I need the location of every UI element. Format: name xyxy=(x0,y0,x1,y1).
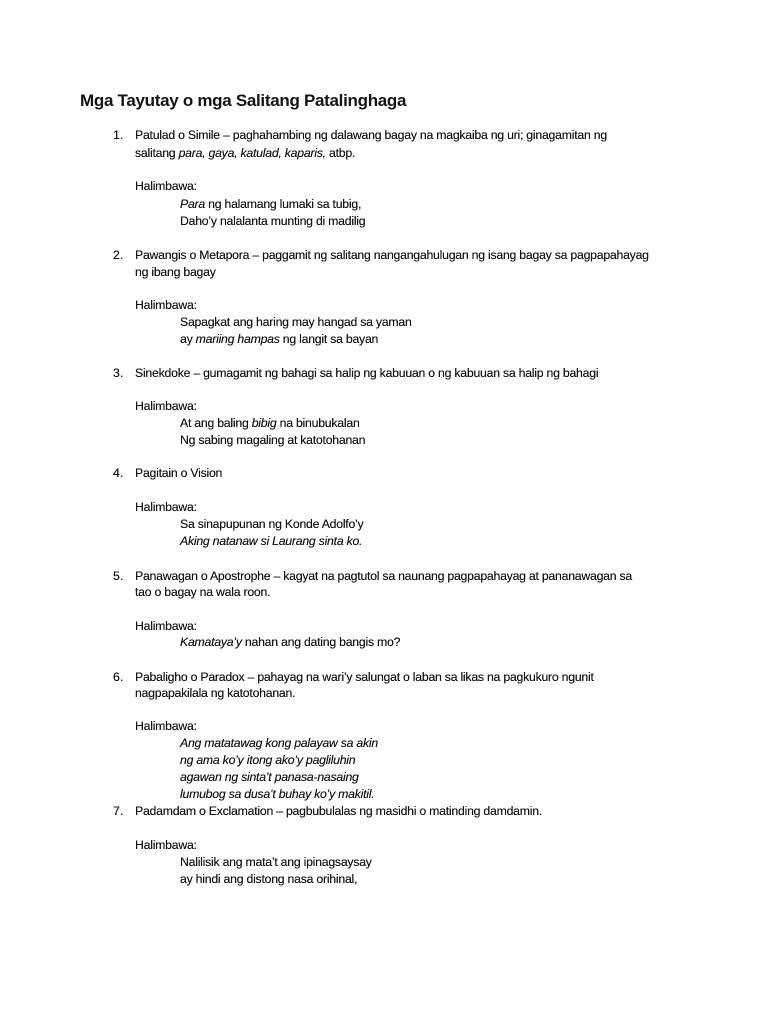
text-line xyxy=(180,533,362,549)
example-label: Halimbawa: xyxy=(135,179,197,193)
example-label: Halimbawa: xyxy=(135,838,197,852)
italic-text: Para xyxy=(180,197,205,211)
example-label: Halimbawa: xyxy=(135,399,197,413)
example-label: Halimbawa: xyxy=(135,719,197,733)
text-segment: ng halamang lumaki sa tubig, xyxy=(204,197,362,211)
text-line xyxy=(180,854,372,870)
text-segment: Patulad o Simile – paghahambing ng dalawang bagay na magkaiba ng uri; ginagamitan ng xyxy=(135,128,607,142)
text-line xyxy=(180,786,374,802)
italic-text: mariing hampas xyxy=(195,332,280,346)
item-number: 4. xyxy=(113,466,124,480)
text-line xyxy=(135,465,222,481)
italic-text: bibig xyxy=(251,416,277,430)
italic-text: ng ama ko’y itong ako’y pagliluhin xyxy=(180,753,356,767)
text-segment: na binubukalan xyxy=(276,416,360,430)
text-line xyxy=(135,584,270,600)
text-line xyxy=(180,314,412,330)
text-segment: Padamdam o Exclamation – pagbubulalas ng masidhi o matinding damdamin. xyxy=(135,804,542,818)
text-line xyxy=(135,264,216,280)
text-line xyxy=(180,415,360,431)
text-segment: Sinekdoke – gumagamit ng bahagi sa halip ng kabuuan o ng kabuuan sa halip ng bahagi xyxy=(135,366,599,380)
text-segment: salitang xyxy=(135,146,179,160)
italic-text: para, gaya, katulad, kaparis, xyxy=(178,146,326,160)
text-segment: Panawagan o Apostrophe – kagyat na pagtutol sa naunang pagpapahayag at pananawagan sa xyxy=(135,569,633,583)
item-number: 5. xyxy=(113,569,124,583)
text-line xyxy=(135,669,594,685)
text-segment: Sapagkat ang haring may hangad sa yaman xyxy=(180,315,412,329)
text-segment: ng ibang bagay xyxy=(135,265,216,279)
italic-text: Kamataya’y xyxy=(180,635,242,649)
text-segment: Pagitain o Vision xyxy=(135,466,223,480)
text-line xyxy=(180,196,361,212)
text-line xyxy=(180,735,378,751)
italic-text: Aking natanaw si Laurang sinta ko. xyxy=(180,534,363,548)
text-segment: Pawangis o Metapora – paggamit ng salitang nangangahulugan ng isang bagay sa pagpapahayag xyxy=(135,248,649,262)
text-segment: nagpapakilala ng katotohanan. xyxy=(135,686,296,700)
text-segment: tao o bagay na wala roon. xyxy=(135,585,271,599)
text-line xyxy=(180,752,355,768)
item-number: 7. xyxy=(113,804,124,818)
text-segment: ng langit sa bayan xyxy=(279,332,379,346)
text-line xyxy=(135,145,355,161)
text-line xyxy=(135,568,632,584)
text-line xyxy=(135,685,295,701)
text-line xyxy=(180,213,365,229)
italic-text: Ang matatawag kong palayaw sa akin xyxy=(180,736,378,750)
italic-text: lumubog sa dusa’t buhay ko’y makitil. xyxy=(180,787,375,801)
text-segment: ay hindi ang distong nasa orihinal, xyxy=(180,872,358,886)
text-line xyxy=(180,331,378,347)
italic-text: agawan ng sinta’t panasa-nasaing xyxy=(180,770,359,784)
text-segment: Ng sabing magaling at katotohanan xyxy=(180,433,366,447)
text-segment: Sa sinapupunan ng Konde Adolfo’y xyxy=(180,517,364,531)
text-line xyxy=(180,769,359,785)
text-segment: atbp. xyxy=(325,146,356,160)
text-line xyxy=(135,247,649,263)
text-line xyxy=(180,516,363,532)
item-number: 1. xyxy=(113,128,124,142)
example-label: Halimbawa: xyxy=(135,298,197,312)
item-number: 3. xyxy=(113,366,124,380)
text-line xyxy=(135,127,607,143)
document-title: Mga Tayutay o mga Salitang Patalinghaga xyxy=(80,91,407,110)
text-line xyxy=(180,432,365,448)
text-line xyxy=(135,803,542,819)
example-label: Halimbawa: xyxy=(135,500,197,514)
item-number: 2. xyxy=(113,248,124,262)
text-segment: nahan ang dating bangis mo? xyxy=(241,635,401,649)
text-segment: Pabaligho o Paradox – pahayag na wari’y salungat o laban sa likas na pagkukuro ngunit xyxy=(135,670,594,684)
text-segment: ay xyxy=(180,332,196,346)
text-line xyxy=(180,871,357,887)
text-segment: At ang baling xyxy=(180,416,252,430)
text-segment: Daho’y nalalanta munting di madilig xyxy=(180,214,366,228)
example-label: Halimbawa: xyxy=(135,619,197,633)
text-line xyxy=(135,365,598,381)
item-number: 6. xyxy=(113,670,124,684)
text-line xyxy=(180,634,400,650)
text-segment: Nalilisik ang mata’t ang ipinagsaysay xyxy=(180,855,372,869)
